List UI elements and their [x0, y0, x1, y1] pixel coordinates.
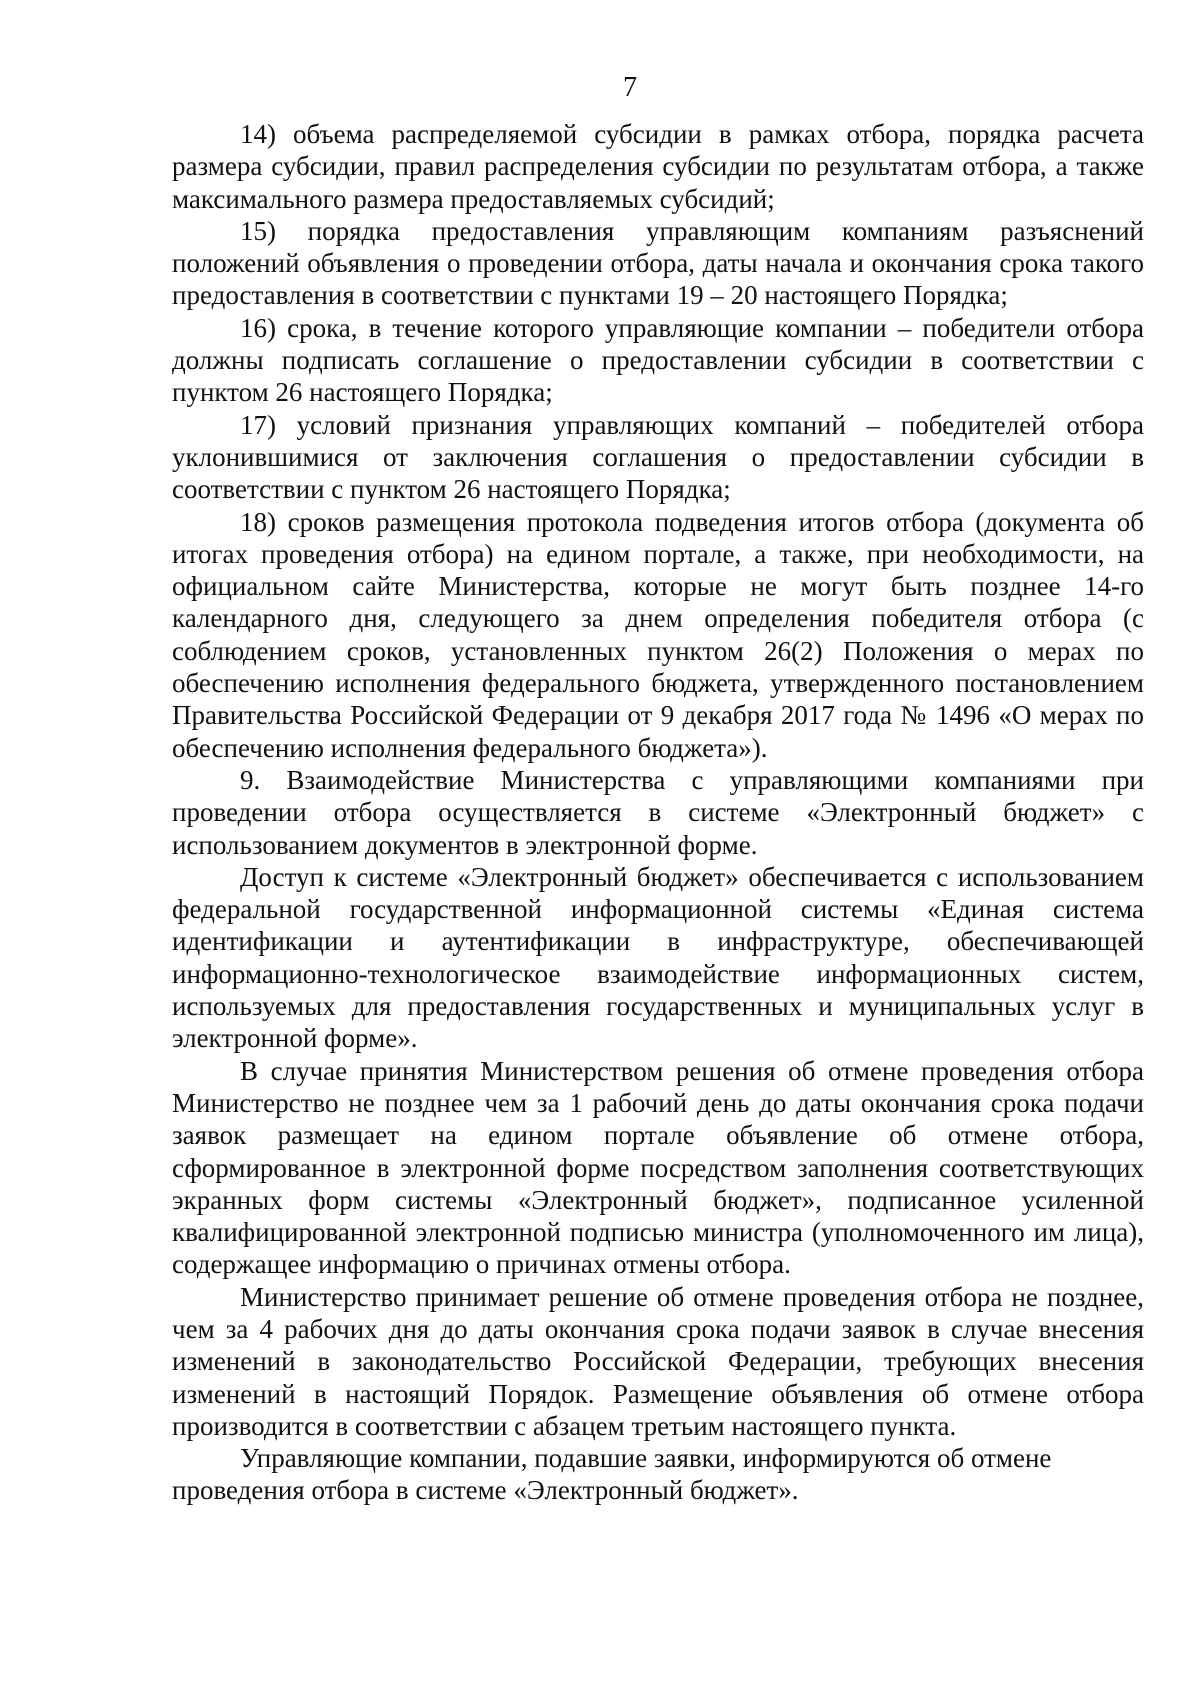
paragraph-item-15: 15) порядка предоставления управляющим компаниям разъяснений положений объявления о проведении отбора, даты начала и окончания срока такого предоставления в соответствии с пунктами 19 – 20 настоящего Порядка;: [172, 215, 1144, 311]
paragraph-cancellation-decision: Министерство принимает решение об отмене проведения отбора не позднее, чем за 4 рабочих дня до даты окончания срока подачи заявок в случае внесения изменений в законодательство Российской Федерации, требующих внесения изменений в настоящий Порядок. Размещение объявления об отмене отбора производится в соответствии с абзацем третьим настоящего пункта.: [172, 1281, 1144, 1441]
paragraph-item-14: 14) объема распределяемой субсидии в рамках отбора, порядка расчета размера субсидии, правил распределения субсидии по результатам отбора, а также максимального размера предоставляемых субсидий;: [172, 119, 1144, 214]
paragraph-item-17: 17) условий признания управляющих компаний – победителей отбора уклонившимися от заключения соглашения о предоставлении субсидии в соответствии с пунктом 26 настоящего Порядка;: [172, 409, 1144, 505]
paragraph-access: Доступ к системе «Электронный бюджет» обеспечивается с использованием федеральной государственной информационной системы «Единая система идентификации и аутентификации в инфраструктуре, обеспечивающей информационно-технологическое взаимодействие информационных систем, используемых для предоставления государственных и муниципальных услуг в электронной форме».: [172, 861, 1144, 1054]
page-number: 7: [623, 72, 637, 103]
paragraph-item-16: 16) срока, в течение которого управляющие компании – победители отбора должны подписать соглашение о предоставлении субсидии в соответствии с пунктом 26 настоящего Порядка;: [172, 312, 1144, 408]
paragraph-notification: Управляющие компании, подавшие заявки, информируются об отмене проведения отбора в системе «Электронный бюджет».: [172, 1443, 1052, 1506]
paragraph-item-18: 18) сроков размещения протокола подведения итогов отбора (документа об итогах проведения отбора) на едином портале, а также, при необходимости, на официальном сайте Министерства, которые не могут быть позднее 14-го календарного дня, следующего за днем определения победителя отбора (с соблюдением сроков, установленных пунктом 26(2) Положения о мерах по обеспечению исполнения федерального бюджета, утвержденного постановлением Правительства Российской Федерации от 9 декабря 2017 года № 1496 «О мерах по обеспечению исполнения федерального бюджета»).: [172, 506, 1144, 763]
paragraph-cancellation: В случае принятия Министерством решения об отмене проведения отбора Министерство не позднее чем за 1 рабочий день до даты окончания срока подачи заявок размещает на едином портале объявление об отмене отбора, сформированное в электронной форме посредством заполнения соответствующих экранных форм системы «Электронный бюджет», подписанное усиленной квалифицированной электронной подписью министра (уполномоченного им лица), содержащее информацию о причинах отмены отбора.: [172, 1055, 1144, 1280]
paragraph-section-9: 9. Взаимодействие Министерства с управляющими компаниями при проведении отбора осуществляется в системе «Электронный бюджет» с использованием документов в электронной форме.: [172, 764, 1144, 860]
document-body: [172, 118, 1144, 1507]
